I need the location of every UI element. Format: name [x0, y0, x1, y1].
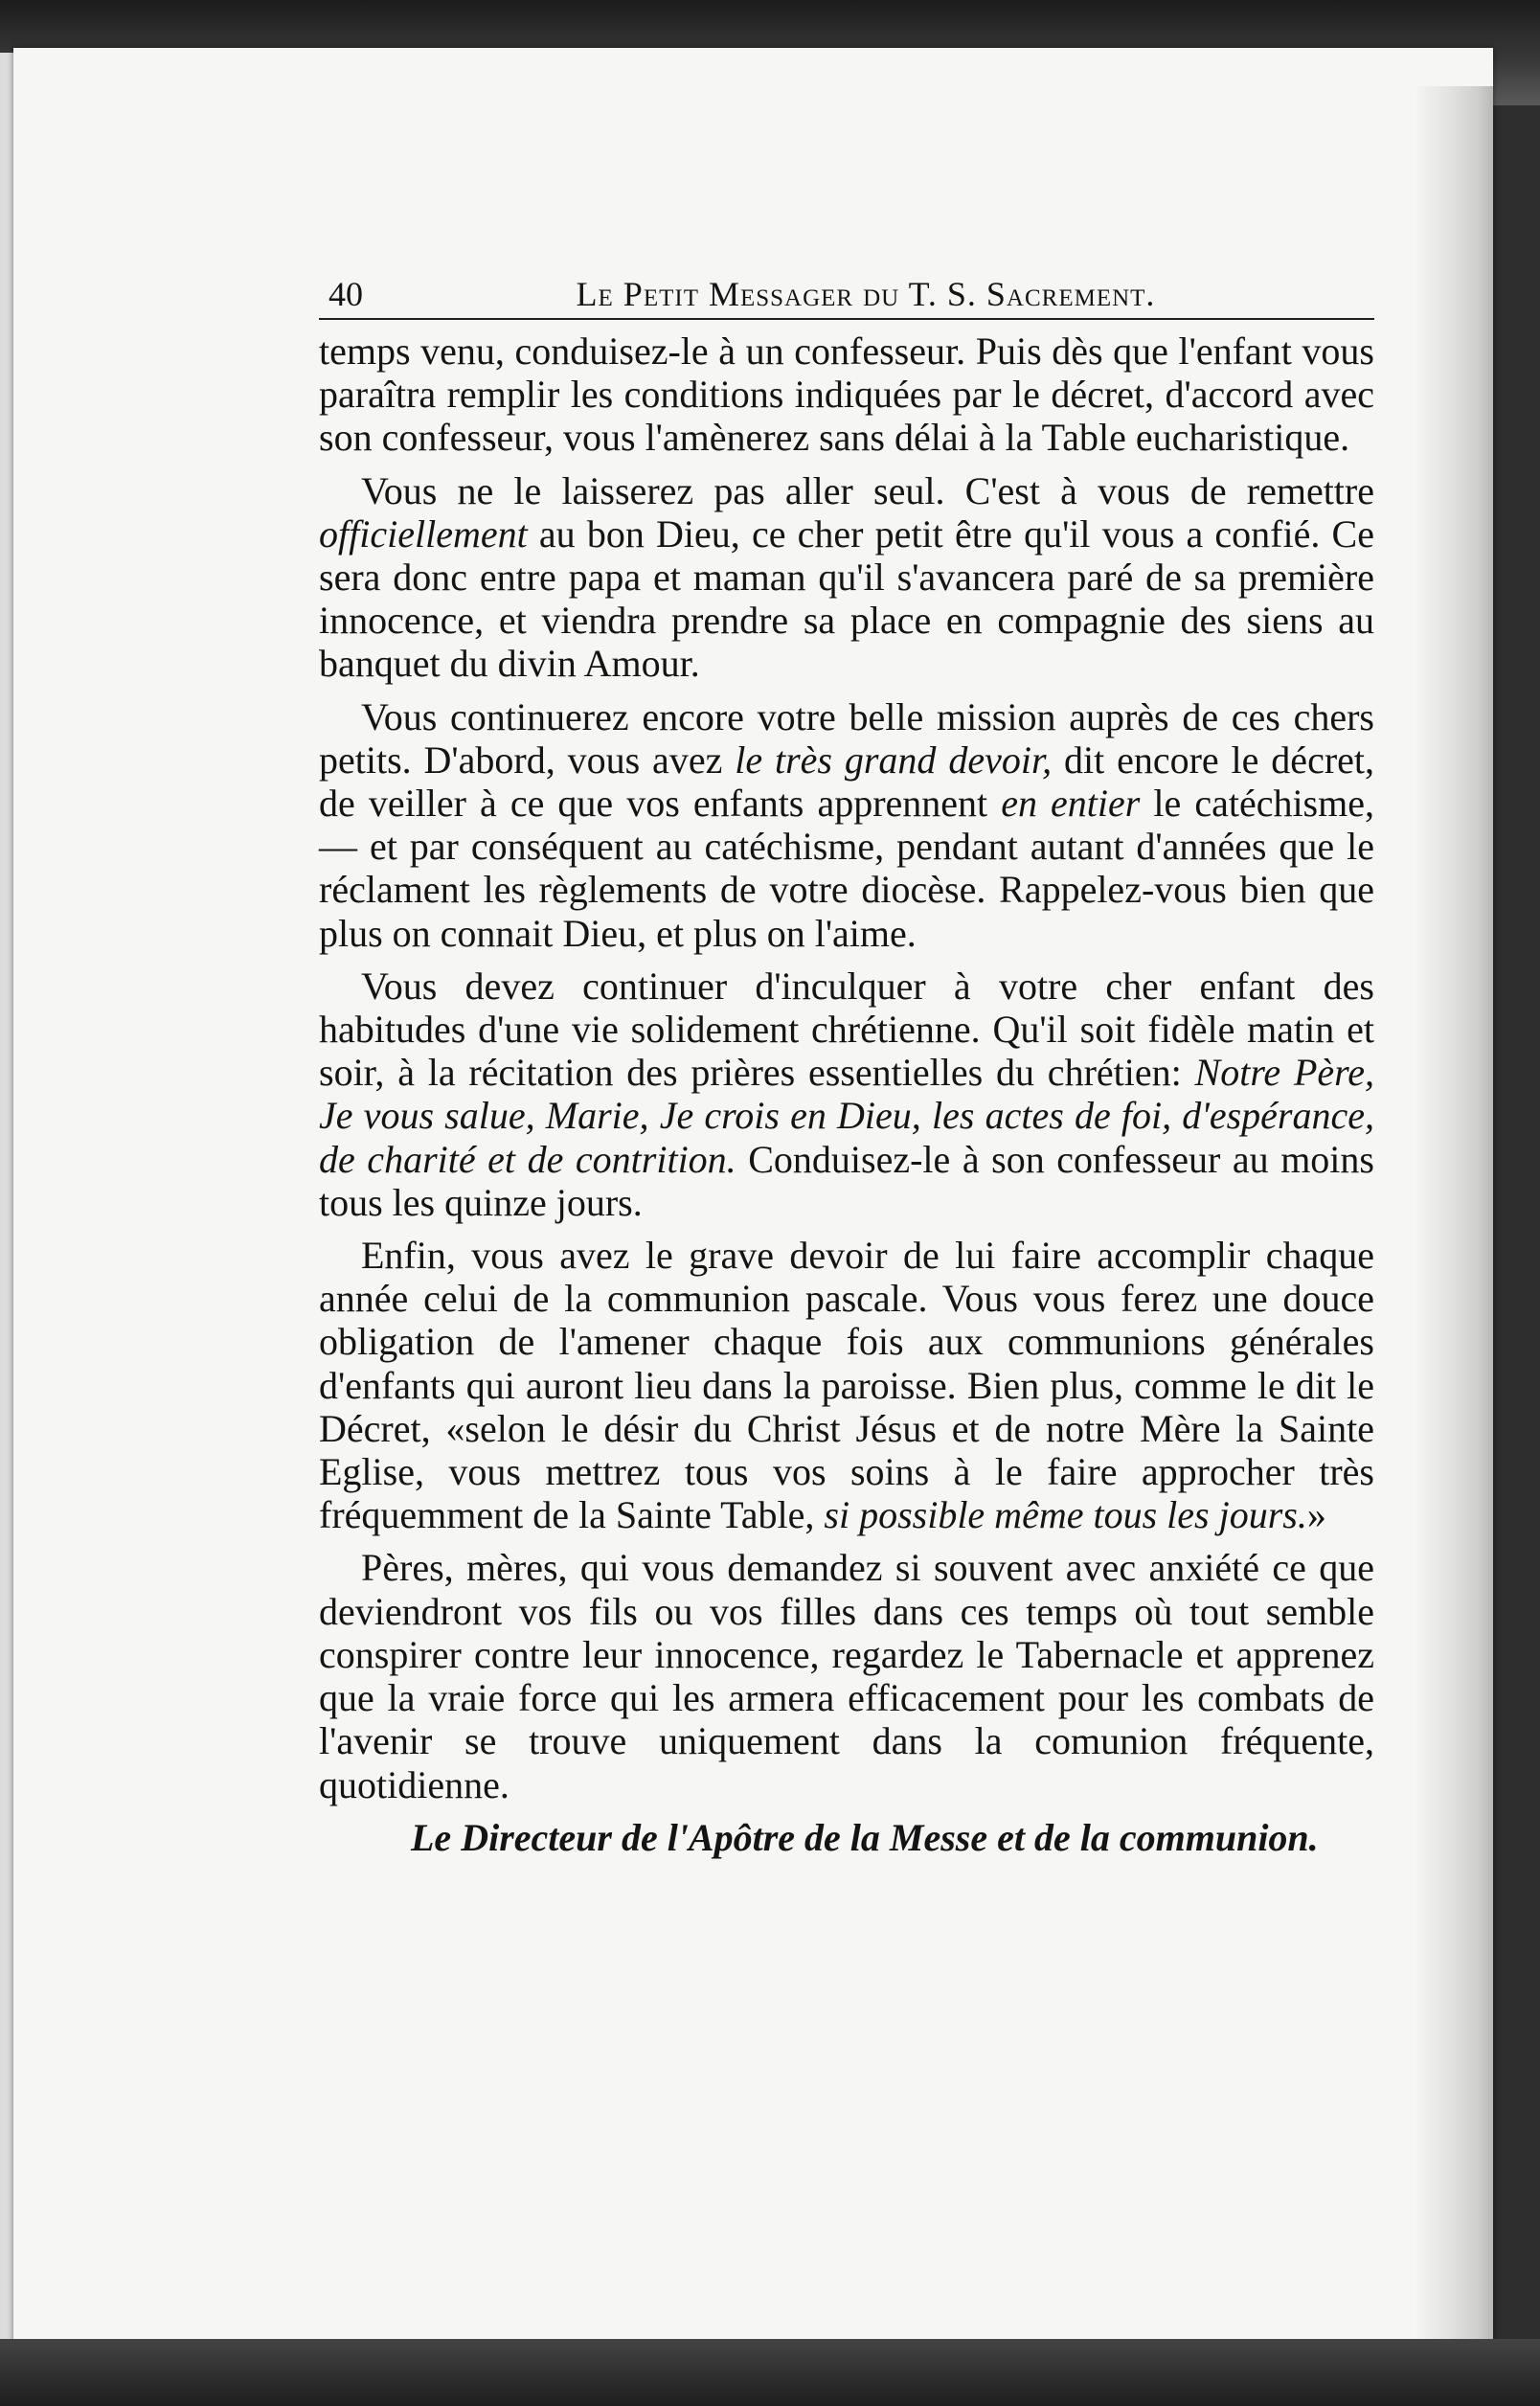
paragraph-3: [319, 695, 1374, 955]
text-run: Vous ne le laisserez pas aller seul. C'est à vous de remettre: [361, 468, 1374, 512]
running-head-title: Le Petit Messager du T. S. Sacrement.: [576, 275, 1156, 313]
paragraph-1: [319, 329, 1374, 460]
paragraph-2: [319, 469, 1374, 686]
text-run: au bon Dieu, ce cher petit être qu'il vous a confié. Ce sera donc entre papa et maman qu'il s'avancera paré de sa première innocence, et viendra prendre sa place en compagnie des siens au banquet du divin Amour.: [319, 511, 1374, 686]
text-run: Enfin, vous avez le grave devoir de lui faire accomplir chaque année celui de la communion pascale. Vous vous ferez une douce obligation de l'amener chaque fois aux communions générales d'enfants qui auront lieu dans la paroisse. Bien plus, comme le dit le Décret, «selon le désir du Christ Jésus et de notre Mère la Sainte Eglise, vous mettrez tous vos soins à le faire approcher très fréquemment de la Sainte Table,: [319, 1234, 1374, 1537]
paragraph-4: [319, 965, 1374, 1224]
italic-text: en entier: [1001, 782, 1141, 826]
text-run: le catéchisme, — et par conséquent au catéchisme, pendant autant d'années que le réclament les règlements de votre diocèse. Rappelez-vous bien que plus on connait Dieu, et plus on l'aime.: [319, 782, 1374, 955]
text-run: »: [1306, 1493, 1326, 1537]
paragraph-6: [319, 1546, 1374, 1805]
text-run: Vous continuerez encore votre belle mission auprès de ces chers petits. D'abord, vous avez: [319, 694, 1374, 782]
italic-text: le très grand devoir,: [735, 738, 1053, 782]
scan-background-bottom: [0, 2339, 1540, 2406]
text-run: temps venu, conduisez-le à un confesseur. Puis dès que l'enfant vous paraîtra remplir les conditions indiquées par le décret, d'accord avec son confesseur, vous l'amènerez sans délai à la Table eucharistique.: [319, 329, 1374, 460]
body-text: [319, 329, 1374, 1859]
text-run: Vous devez continuer d'inculquer à votre cher enfant des habitudes d'une vie solidement chrétienne. Qu'il soit fidèle matin et soir, à la récitation des prières essentielles du chrétien:: [319, 964, 1374, 1095]
page-number: 40: [328, 275, 363, 313]
text-run: dit encore le décret, de veiller à ce que vos enfants apprennent: [319, 738, 1375, 826]
text-run: Pères, mères, qui vous demandez si souvent avec anxiété ce que deviendront vos fils ou vos filles dans ces temps où tout semble conspirer contre leur innocence, regardez le Tabernacle et apprenez que la vraie force qui les armera efficacement pour les combats de l'avenir se trouve uniquement dans la comunion fréquente, quotidienne.: [319, 1546, 1374, 1806]
page-curl-shadow: [1416, 86, 1493, 2366]
signature: Le Directeur de l'Apôtre de la Messe et de la communion.: [411, 1815, 1319, 1859]
text-block: [319, 270, 1374, 2186]
running-head: [319, 270, 1374, 320]
italic-text: Notre Père, Je vous salue, Marie, Je crois en Dieu, les actes de foi, d'espérance, de charité et de contrition.: [319, 1051, 1375, 1181]
italic-text: officiellement: [319, 511, 528, 556]
text-run: Conduisez-le à son confesseur au moins tous les quinze jours.: [319, 1137, 1374, 1224]
italic-text: si possible même tous les jours.: [824, 1493, 1307, 1537]
paragraph-5: [319, 1234, 1374, 1536]
